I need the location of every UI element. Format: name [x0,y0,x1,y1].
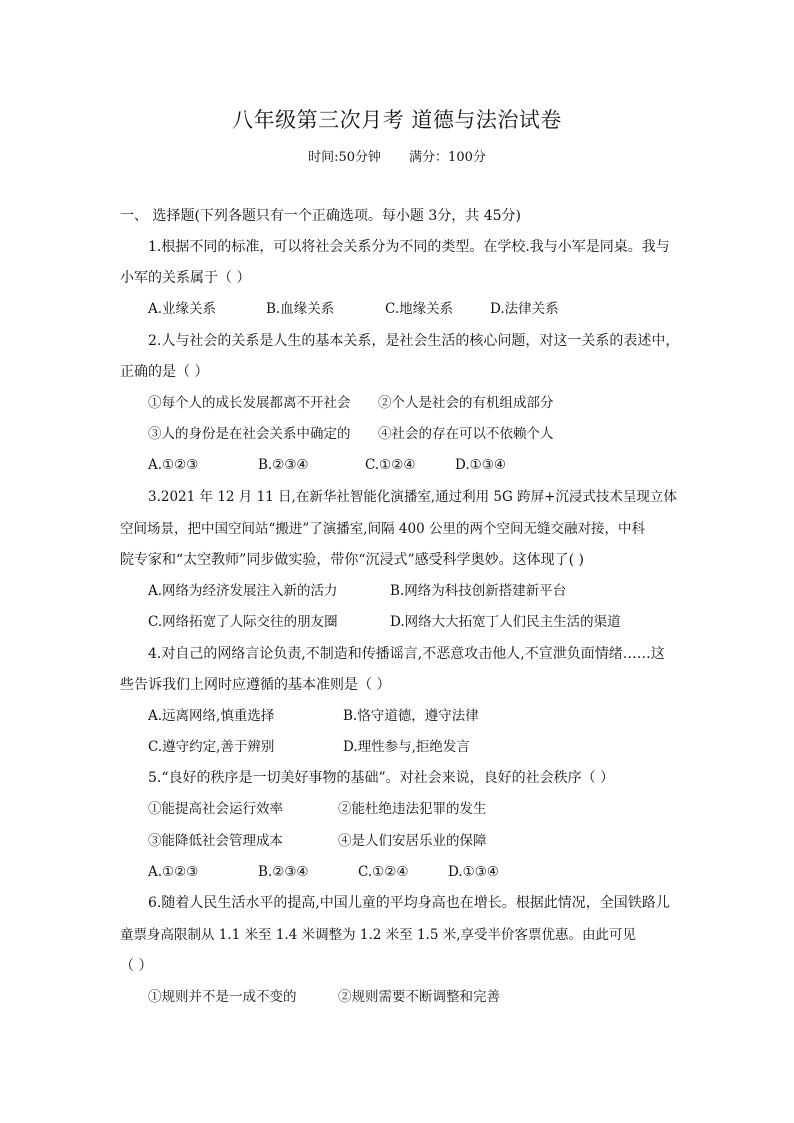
q2-statement-2: ②个人是社会的有机组成部分 [378,395,554,411]
q2-option-a: A.①②③ [148,457,199,473]
q3-option-d: D.网络大大拓宽丁人们民主生活的渠道 [390,614,621,630]
exam-score: 满分：100分 [409,150,486,165]
q3-stem-line2: 空间场景，把中国空间站“搬进”了演播室,间隔 400 公里的两个空间无缝交融对接，中科 [120,521,645,537]
q5-option-c: C.①②④ [358,864,409,880]
q5-option-d: D.①③④ [448,864,499,880]
q2-stem-line2: 正确的是（ ） [120,364,209,380]
q2-statement-3: ③人的身份是在社会关系中确定的 [148,426,351,442]
q4-option-a: A.远离网络,慎重选择 [148,708,275,724]
q3-stem-line1: 3.2021 年 12 月 11 日,在新华社智能化演播室,通过利用 5G 跨屏+沉浸式技术呈现立体 [148,489,677,505]
exam-time: 时间:50分钟 [308,150,382,165]
q3-option-a: A.网络为经济发展注入新的活力 [148,583,338,599]
q5-statement-3: ③能降低社会管理成本 [148,833,283,849]
q6-statement-2: ②规则需要不断调整和完善 [338,989,500,1005]
q6-statement-1: ①规则并不是一成不变的 [148,989,297,1005]
q2-option-c: C.①②④ [365,457,416,473]
q4-option-d: D.理性参与,拒绝发言 [343,739,470,755]
q5-stem-line1: 5.“良好的秩序是一切美好事物的基础”。对社会来说，良好的社会秩序（ ） [148,770,615,786]
q4-stem-line1: 4.对自己的网络言论负责,不制造和传播谣言,不恶意攻击他人,不宣泄负面情绪……这 [148,646,665,662]
q2-option-d: D.①③④ [455,457,506,473]
q2-option-b: B.②③④ [258,457,309,473]
q3-option-c: C.网络拓宽了人际交往的朋友圈 [148,614,338,630]
section-heading: 一、 选择题(下列各题只有一个正确选项。每小题 3分，共 45分) [120,208,521,224]
q3-option-b: B.网络为科技创新搭建新平台 [390,583,567,599]
q2-statement-4: ④社会的存在可以不依赖个人 [378,426,554,442]
q1-option-b: B.血缘关系 [266,301,335,317]
q4-stem-line2: 些告诉我们上网时应遵循的基本准则是（ ） [120,677,391,693]
q1-option-c: C.地缘关系 [385,301,454,317]
q5-statement-4: ④是人们安居乐业的保障 [338,833,487,849]
q3-stem-line3: 院专家和“太空教师”同步做实验，带你“沉浸式”感受科学奥妙。这体现了( ) [120,552,585,568]
q1-option-d: D.法律关系 [490,301,559,317]
q5-option-b: B.②③④ [258,864,309,880]
q6-stem-line3: （ ） [120,958,153,974]
q4-option-b: B.恪守道德，遵守法律 [343,708,479,724]
q1-stem-line2: 小军的关系属于（ ） [120,270,251,286]
q2-statement-1: ①每个人的成长发展都离不开社会 [148,395,351,411]
q6-stem-line1: 6.随着人民生活水平的提高,中国儿童的平均身高也在增长。根据此情况，全国铁路儿 [148,895,670,911]
q5-statement-2: ②能杜绝违法犯罪的发生 [338,801,487,817]
exam-title: 八年级第三次月考 道德与法治试卷 [232,108,562,132]
q4-option-c: C.遵守约定,善于辨别 [148,739,275,755]
q5-option-a: A.①②③ [148,864,199,880]
q1-option-a: A.业缘关系 [148,301,217,317]
q1-stem-line1: 1.根据不同的标准，可以将社会关系分为不同的类型。在学校.我与小军是同桌。我与 [148,239,670,255]
q2-stem-line1: 2.人与社会的关系是人生的基本关系，是社会生活的核心问题，对这一关系的表述中， [148,333,680,349]
q6-stem-line2: 童票身高限制从 1.1 米至 1.4 米调整为 1.2 米至 1.5 米,享受半价客票优惠。由此可见 [120,927,636,943]
exam-subtitle [0,146,794,165]
q5-statement-1: ①能提高社会运行效率 [148,801,283,817]
